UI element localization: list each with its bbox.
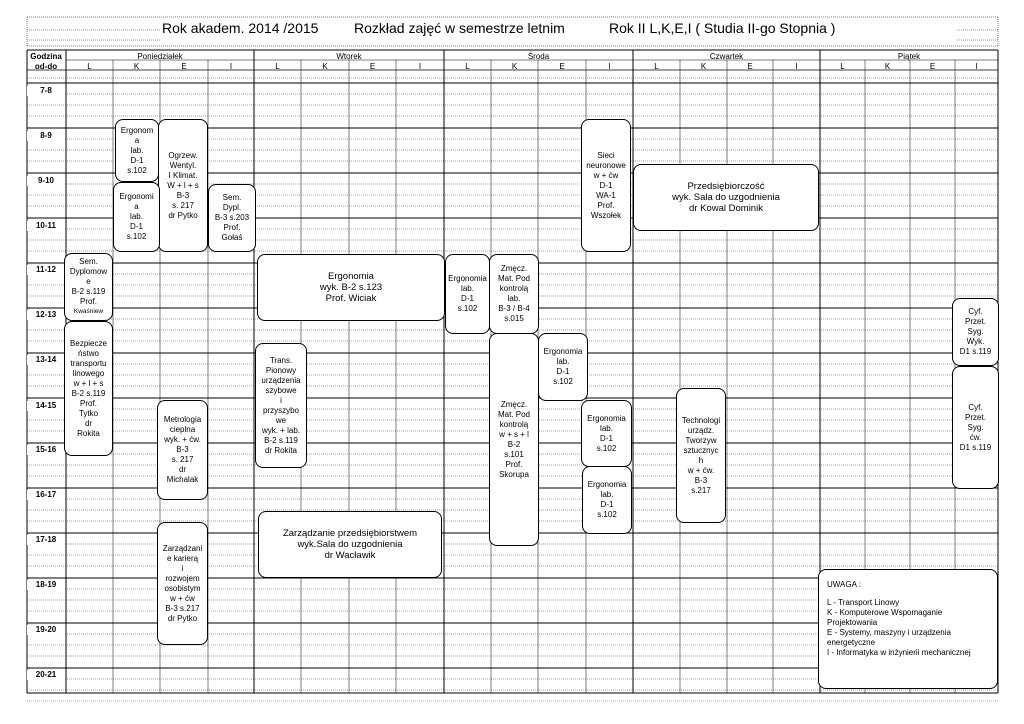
class-block-mon-k-ergonomia-lab-1: [115, 119, 159, 182]
specialty-header-e: E: [929, 62, 936, 71]
class-block-line: wyk. + ćw.: [164, 435, 201, 444]
class-block-mon-e-zarzadzanie-kariera: [157, 522, 208, 645]
class-block-line: Rokita: [77, 428, 100, 438]
class-block-line: linowego: [72, 368, 105, 378]
class-block-line: D1 s.119: [959, 347, 992, 356]
class-block-wed-k-zmecz-lab: [489, 254, 539, 334]
class-block-line: Wentyl.: [169, 160, 197, 170]
class-block-line: Cyf.: [968, 402, 983, 412]
class-block-line: Dyplomow: [69, 267, 108, 276]
class-block-line: Skorupa: [499, 469, 529, 479]
class-block-line: Tytko: [78, 408, 99, 418]
class-block-line: transportu: [70, 358, 107, 368]
class-block-line: urządz.: [687, 425, 715, 435]
hour-label: 14-15: [27, 401, 65, 411]
class-block-line: dr Pytko: [167, 613, 198, 623]
class-block-line: Zarządzanie przedsiębiorstwem: [282, 528, 418, 539]
class-block-mon-l-bezpieczenstwo: [64, 321, 113, 456]
class-block-wed-i-ergonomia-lab-1: [581, 400, 632, 467]
specialty-header-e: E: [181, 62, 187, 71]
specialty-header-e: E: [747, 62, 753, 71]
class-block-line: s.102: [553, 377, 573, 386]
class-block-line: D-1: [130, 155, 144, 165]
day-monday: Poniedziałek: [137, 52, 183, 61]
class-block-line: B-2: [507, 439, 521, 449]
hour-label: 18-19: [27, 580, 65, 590]
class-block-mon-l-sem-dyplomowe: [64, 253, 113, 321]
class-block-line: s. 217: [172, 200, 194, 210]
class-block-line: Technologi: [681, 415, 721, 425]
legend-item: L - Transport Linowy: [827, 598, 900, 607]
class-block-line: s.102: [127, 165, 147, 175]
class-block-thu-przedsiebiorczosc: [633, 164, 819, 231]
class-block-line: Sieci: [597, 150, 615, 160]
class-block-tue-ergonomia-wyk: [257, 254, 445, 321]
hour-label: 19-20: [27, 625, 65, 635]
class-block-line: dr: [84, 418, 93, 428]
class-block-line: D1 s.119: [959, 442, 992, 452]
class-block-line: s.102: [457, 304, 478, 313]
class-block-line: Prof.: [505, 459, 523, 469]
academic-year-title: Rok akadem. 2014 /2015: [162, 20, 319, 36]
class-block-line: B-3: [176, 445, 189, 454]
class-block-mon-e-ogrzew: [158, 119, 208, 252]
class-block-line: wyk. Sala do uzgodnienia: [672, 192, 780, 203]
class-block-line: B-2 s.119: [71, 388, 106, 398]
specialty-header-i: I: [975, 62, 978, 71]
class-block-line: w + ćw: [170, 593, 195, 603]
specialty-header-l: L: [465, 62, 470, 71]
class-block-tue-zarzadzanie: [258, 511, 442, 578]
class-block-wed-k-zmecz-wsl: [489, 333, 539, 546]
class-block-line: Wszołek: [590, 210, 622, 220]
specialty-header-l: L: [275, 62, 280, 71]
class-block-line: wyk. B-2 s.123: [319, 282, 383, 293]
class-block-line: Trans.: [269, 355, 293, 365]
class-block-fri-i-cyf-wyk: [952, 298, 999, 366]
class-block-line: wyk.Sala do uzgodnienia: [297, 539, 403, 550]
class-block-mon-k-ergonomia-lab-2: [113, 182, 160, 252]
day-wednesday: Środa: [527, 52, 550, 61]
class-block-line: wyk. + lab.: [261, 425, 300, 435]
class-block-line: dr Kowal Dominik: [689, 203, 763, 214]
hour-label: 15-16: [27, 445, 65, 455]
class-block-line: Ogrzew.: [168, 150, 198, 160]
class-block-line: Metrologia: [163, 415, 202, 424]
class-block-line: Sem.: [79, 257, 98, 266]
class-block-mon-i-sem-dypl: [208, 184, 256, 252]
class-block-line: Pionowy: [265, 365, 297, 375]
class-block-line: Przet.: [965, 412, 986, 422]
hour-label: 8-9: [27, 131, 65, 141]
class-block-line: Syg.: [967, 327, 984, 336]
class-block-line: h: [698, 455, 704, 465]
specialty-header-i: I: [795, 62, 798, 71]
class-block-line: Sem.: [222, 193, 242, 202]
class-block-line: Prof.: [80, 297, 97, 306]
specialty-header-e: E: [369, 62, 376, 71]
class-block-line: Gołaś: [221, 233, 243, 242]
class-block-line: w + ćw: [593, 170, 619, 180]
class-block-line: we: [275, 415, 287, 425]
hour-label: 17-18: [27, 535, 65, 545]
legend-item: I - Informatyka w inżynierii mechanicznej: [827, 648, 971, 657]
class-block-line: s.101: [504, 449, 524, 459]
class-block-line: Ergonom: [120, 125, 154, 135]
hour-label: 16-17: [27, 490, 65, 500]
class-block-line: Kwaśniew: [73, 308, 104, 315]
class-block-line: kontrolą: [499, 284, 529, 293]
class-block-line: W + l + s: [167, 180, 199, 190]
class-block-wed-e-ergonomia-lab: [538, 333, 588, 401]
class-block-line: Prof.: [223, 223, 241, 232]
class-block-line: Michalak: [166, 475, 199, 484]
specialty-header-l: L: [840, 62, 845, 71]
time-header: Godzina: [30, 52, 62, 61]
class-block-line: neuronowe: [586, 160, 626, 170]
class-block-line: s. 217: [171, 455, 194, 464]
class-block-line: D-1: [461, 294, 474, 303]
class-block-line: Ergonomia: [328, 271, 374, 282]
class-block-line: dr: [178, 465, 187, 474]
class-block-line: rozwojem: [165, 573, 200, 583]
class-block-line: e karierą: [166, 553, 199, 563]
specialty-header-i: I: [229, 62, 233, 71]
class-block-line: I Klimat.: [168, 170, 198, 180]
class-block-line: urządzenia: [261, 375, 301, 385]
class-block-line: lab.: [130, 212, 143, 221]
class-block-line: lab.: [600, 423, 613, 433]
legend-title: UWAGA :: [827, 580, 861, 589]
hour-label: 11-12: [27, 265, 65, 275]
class-block-line: B-2 s.119: [264, 435, 298, 445]
class-block-line: lab.: [600, 490, 614, 499]
hour-label: 13-14: [27, 355, 65, 365]
class-block-line: Ergonomia: [587, 480, 627, 489]
specialty-header-k: K: [700, 62, 707, 71]
class-block-line: B-2 s.119: [71, 287, 106, 296]
class-block-tue-trans-pionowy: [255, 343, 307, 468]
specialty-header-l: L: [87, 62, 92, 71]
legend-item: K - Komputerowe Wspomaganie Projektowania: [827, 608, 943, 627]
class-block-line: Dypl.: [222, 203, 242, 212]
class-block-line: lab.: [461, 284, 474, 293]
class-block-line: dr Pytko: [168, 210, 198, 220]
class-block-line: sztucznyc: [683, 445, 719, 455]
legend-item: E - Systemy, maszyny i urządzenia energetyczne: [827, 628, 951, 647]
class-block-line: a: [134, 135, 140, 145]
class-block-line: i: [181, 563, 184, 573]
class-block-line: B-3: [694, 475, 708, 485]
class-block-line: lab.: [130, 145, 144, 155]
class-block-wed-i-ergonomia-lab-2: [582, 466, 632, 534]
class-block-line: D-1: [599, 180, 613, 190]
class-block-line: a: [134, 202, 139, 211]
class-block-mon-e-metrologia: [157, 400, 208, 500]
time-subheader: od-do: [34, 62, 58, 71]
class-block-line: D-1: [556, 367, 570, 376]
class-block-line: Ergonomia: [448, 274, 487, 283]
class-block-line: Zmęcz.: [500, 399, 528, 409]
class-block-line: lab.: [556, 357, 570, 366]
class-block-line: kontrolą: [499, 419, 529, 429]
class-block-line: dr Wacławik: [324, 550, 376, 561]
class-block-line: cieplna: [169, 425, 196, 434]
class-block-line: Ergonomi: [119, 192, 154, 201]
class-block-line: D-1: [600, 433, 613, 443]
class-block-line: Prof.: [597, 200, 615, 210]
class-block-line: w + ćw.: [687, 465, 715, 475]
class-block-line: Przet.: [965, 317, 986, 326]
specialty-header-l: L: [654, 62, 659, 71]
class-block-line: Ergonomia: [543, 347, 583, 356]
class-block-line: Prof. Wiciak: [325, 293, 377, 304]
specialty-header-k: K: [511, 62, 518, 71]
class-block-wed-l-ergonomia-lab: [445, 254, 490, 334]
class-block-line: lab.: [507, 294, 521, 303]
hour-label: 7-8: [27, 86, 65, 96]
class-block-line: s.102: [596, 443, 617, 453]
specialty-header-e: E: [559, 62, 565, 71]
class-block-line: Ergonomia: [587, 413, 626, 423]
class-block-line: B-3 / B-4: [498, 304, 530, 313]
class-block-line: D-1: [130, 222, 143, 231]
class-block-fri-i-cyf-cw: [952, 366, 999, 489]
class-block-line: Zarządzani: [162, 543, 203, 553]
semester-title: Rozkład zajęć w semestrze letnim: [354, 20, 565, 36]
legend-note: [818, 569, 998, 689]
class-block-line: i: [280, 395, 282, 405]
class-block-line: Cyf.: [968, 307, 983, 316]
class-block-line: przyszybo: [262, 405, 299, 415]
class-block-line: Zmęcz.: [500, 264, 528, 273]
class-block-line: s.102: [597, 510, 617, 519]
class-block-line: szybowe: [265, 385, 297, 395]
class-block-line: Przedsiębiorczość: [687, 181, 765, 192]
class-block-line: Syg.: [967, 422, 984, 432]
class-block-line: s.015: [504, 314, 524, 323]
class-block-line: Mat. Pod: [497, 409, 530, 419]
specialty-header-k: K: [322, 62, 328, 71]
specialty-header-k: K: [133, 62, 140, 71]
class-block-line: B-3 s.217: [165, 603, 200, 613]
class-block-line: B-3: [176, 190, 190, 200]
day-tuesday: Wtorek: [336, 52, 362, 61]
class-block-line: Prof.: [80, 398, 97, 408]
hour-label: 12-13: [27, 310, 65, 320]
day-friday: Piątek: [897, 52, 921, 61]
class-block-line: e: [86, 277, 91, 286]
hour-label: 20-21: [27, 670, 65, 680]
class-block-line: Wyk.: [966, 337, 985, 346]
day-thursday: Czwartek: [709, 52, 744, 61]
class-block-thu-k-technologie: [676, 388, 726, 523]
class-block-line: Mat. Pod: [497, 274, 530, 283]
specialty-header-i: I: [608, 62, 611, 71]
class-block-line: ństwo: [78, 348, 99, 358]
group-title: Rok II L,K,E,I ( Studia II-go Stopnia ): [609, 20, 836, 36]
class-block-wed-i-sieci: [581, 119, 631, 252]
class-block-line: Bezpiecze: [70, 338, 107, 348]
class-block-line: D-1: [600, 500, 614, 509]
class-block-line: ćw.: [969, 432, 982, 442]
class-block-line: s.102: [126, 232, 147, 241]
hour-label: 9-10: [27, 176, 65, 186]
class-block-line: s.217: [691, 485, 711, 495]
class-block-line: WA-1: [596, 190, 616, 200]
class-block-line: w + l + s: [73, 378, 104, 388]
hour-label: 10-11: [27, 221, 65, 231]
class-block-line: Tworzyw: [685, 435, 717, 445]
specialty-header-i: I: [418, 62, 422, 71]
class-block-line: w + s + l: [499, 429, 529, 439]
class-block-line: B-3 s.203: [214, 213, 250, 222]
class-block-line: dr Rokita: [264, 445, 297, 455]
class-block-line: osobistym: [164, 583, 201, 593]
specialty-header-k: K: [884, 62, 891, 71]
